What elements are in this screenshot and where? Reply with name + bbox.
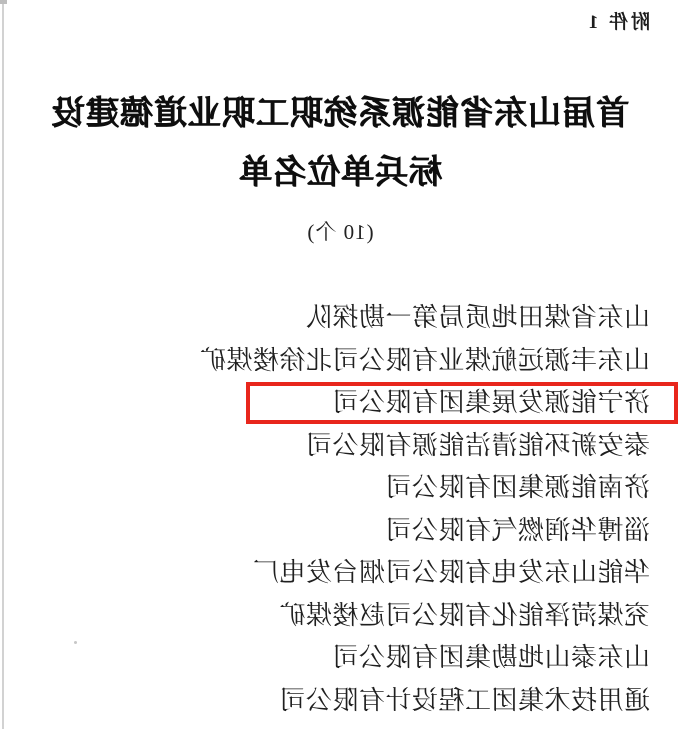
scan-corner-artifact [0, 0, 7, 4]
list-item: 通用技术集团工程设计有限公司 [278, 685, 650, 715]
unit-count-note: (10 个) [306, 220, 374, 244]
list-item: 济南能源集团有限公司 [384, 473, 650, 502]
highlight-rectangle [246, 382, 678, 424]
list-item: 兖煤菏泽能化有限公司赵楼煤矿 [278, 600, 650, 630]
company-list [10, 297, 650, 722]
list-item: 华能山东发电有限公司烟台发电厂 [252, 558, 650, 587]
list-item: 泰安新环能清洁能源有限公司 [305, 430, 650, 460]
scan-edge-artifact [2, 0, 4, 729]
list-item: 山东泰山地勘集团有限公司 [331, 643, 650, 672]
list-item: 淄博华润燃气有限公司 [384, 515, 650, 545]
scan-speck-artifact [74, 641, 77, 644]
list-item: 山东丰源远航煤业有限公司北徐楼煤矿 [199, 345, 650, 375]
attachment-label: 附件 1 [585, 12, 650, 33]
document-title-line2: 标兵单位名单 [238, 153, 442, 190]
list-item: 山东省煤田地质局第一勘探队 [305, 303, 650, 332]
list-item-highlighted: 济宁能源发展集团有限公司 [331, 388, 650, 417]
document-title-line1: 首届山东省能源系统职工职业道德建设 [51, 94, 629, 131]
